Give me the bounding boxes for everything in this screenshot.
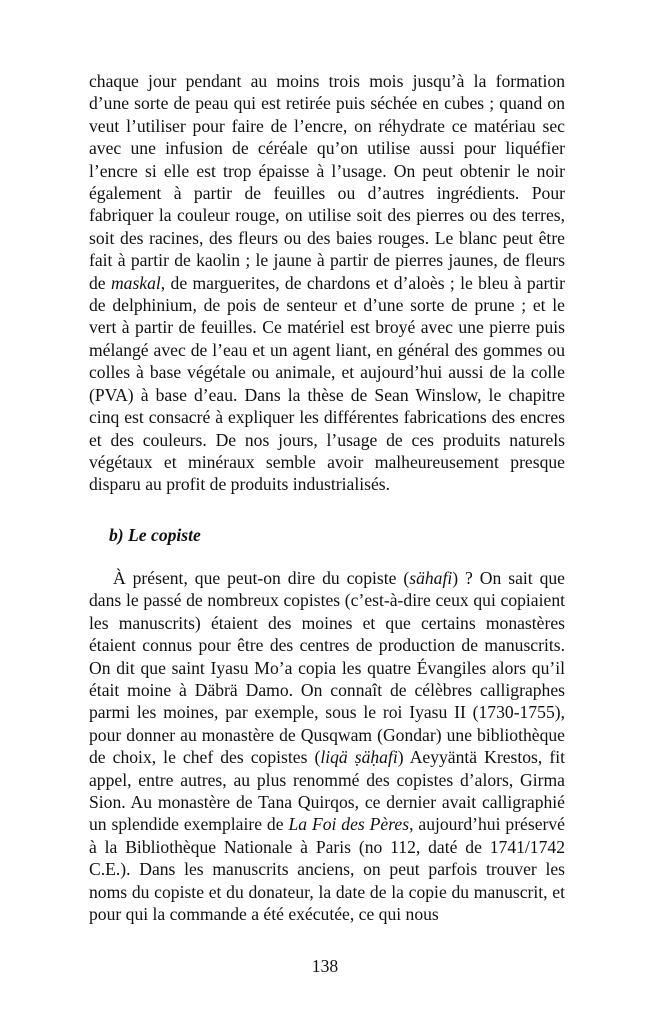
body-paragraph bbox=[89, 567, 565, 926]
italic-term: maskal bbox=[110, 272, 161, 293]
italic-term: liqä ṣäḥafi bbox=[320, 747, 398, 768]
text-run: ) Aeyyäntä Krestos, fit appel, entre autres, au plus renommé des copistes d’alors, Girma Sion. Au monastère de Tana Quirqos, ce dernier avait calligraphié un splendide exemplaire de bbox=[89, 747, 565, 835]
italic-term: sähafi bbox=[409, 568, 453, 588]
text-run: À présent, que peut-on dire du copiste ( bbox=[113, 568, 410, 588]
text-run: chaque jour pendant au moins trois mois jusqu’à la formation d’une sorte de peau qui est retirée puis séchée en cubes ; quand on veut l’utiliser pour faire de l’encre, on réhydrate ce matériau sec avec une infusion de céréale qu’on utilise aussi pour liquéfier l’encre si elle est trop épaisse à l’usage. On peut obtenir le noir également à partir de feuilles ou d’autres ingrédients. Pour fabriquer la couleur rouge, on utilise soit des pierres ou des terres, soit des racines, des fleurs ou des baies rouges. Le blanc peut être fait à partir de kaolin ; le jaune à partir de pierres jaunes, de fleurs de bbox=[89, 71, 565, 293]
text-run: , aujourd’hui préservé à la Bibliothèque Nationale à Paris (no 112, daté de 1741/1742 C.E.). Dans les manuscrits anciens, on peut parfois trouver les noms du copiste et du donateur, la date de la copie du manuscrit, et pour qui la commande a été exécutée, ce qui nous bbox=[89, 814, 565, 925]
italic-title: La Foi des Pères bbox=[288, 814, 410, 835]
text-run: ) ? On sait que dans le passé de nombreux copistes (c’est-à-dire ceux qui copiaient les manuscrits) étaient des moines et que certains monastères étaient connus pour être des centres de production de manuscrits. On dit que saint Iyasu Mo’a copia les quatre Évangiles alors qu’il était moine à Däbrä Damo. On connaît de célèbres calligraphes parmi les moines, par exemple, sous le roi Iyasu II (1730-1755), pour donner au monastère de Qusqwam (Gondar) une bibliothèque de choix, le chef des copistes ( bbox=[89, 568, 565, 768]
body-paragraph bbox=[89, 70, 565, 496]
section-heading: b) Le copiste bbox=[109, 525, 201, 545]
text-run: , de marguerites, de chardons et d’aloès ; le bleu à partir de delphinium, de pois de senteur et d’une sorte de prune ; et le vert à partir de feuilles. Ce matériel est broyé avec une pierre puis mélangé avec de l’eau et un agent liant, en général des gommes ou colles à base végétale ou animale, et aujourd’hui aussi de la colle (PVA) à base d’eau. Dans la thèse de Sean Winslow, le chapitre cinq est consacré à expliquer les différentes fabrications des encres et des couleurs. De nos jours, l’usage de ces produits naturels végétaux et minéraux semble avoir malheureusement presque disparu au profit de produits industrialisés. bbox=[89, 272, 565, 495]
page-number: 138 bbox=[311, 956, 339, 976]
